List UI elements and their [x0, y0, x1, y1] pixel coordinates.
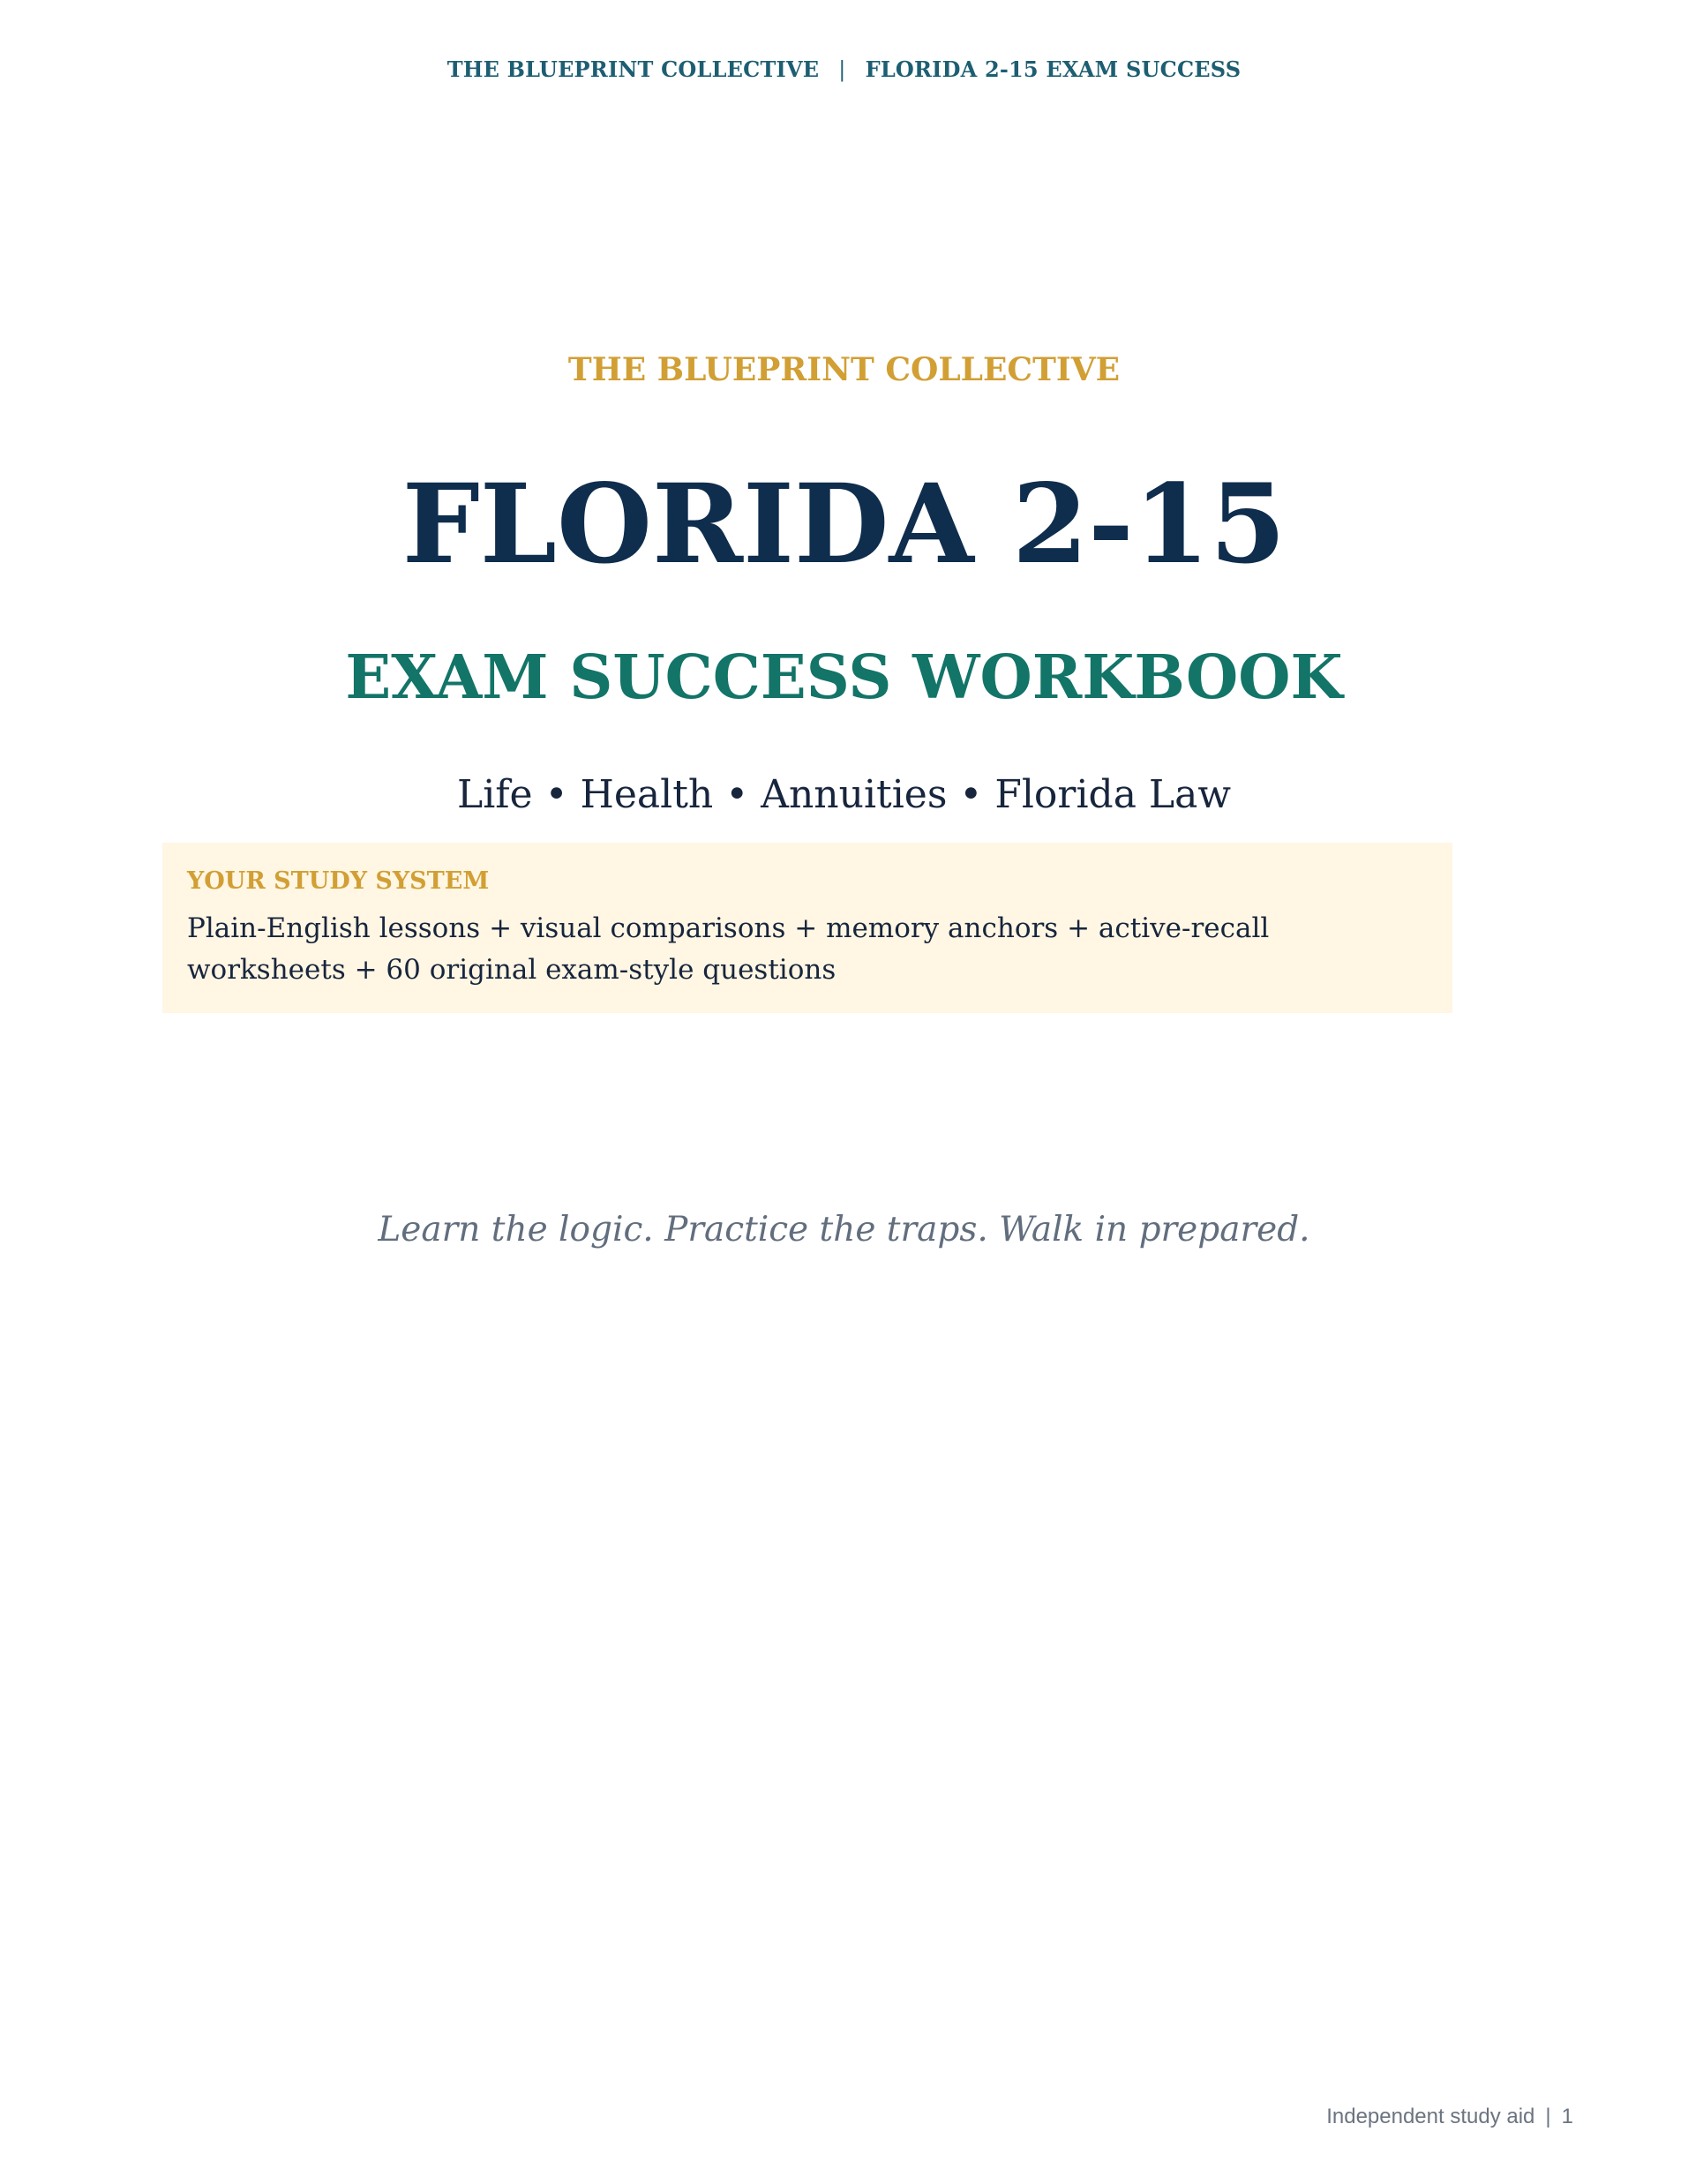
- page-subtitle: EXAM SUCCESS WORKBOOK: [345, 642, 1343, 713]
- page-title: FLORIDA 2-15: [401, 461, 1287, 589]
- footer-label: Independent study aid: [1326, 2105, 1535, 2128]
- tagline: Learn the logic. Practice the traps. Walk in prepared.: [378, 1210, 1310, 1250]
- running-header: [0, 56, 1688, 82]
- header-brand: THE BLUEPRINT COLLECTIVE: [446, 56, 820, 82]
- topics-line: Life • Health • Annuities • Florida Law: [456, 772, 1232, 817]
- footer-separator: |: [1545, 2105, 1551, 2128]
- header-separator: |: [838, 57, 846, 82]
- callout-text: Plain-English lessons + visual comparisons + memory anchors + active-recall worksheets + 60 original exam-style questions: [187, 912, 1270, 986]
- study-system-callout: [162, 843, 1452, 1013]
- page-number: 1: [1561, 2105, 1573, 2128]
- page-footer: [1326, 2104, 1573, 2130]
- callout-label: YOUR STUDY SYSTEM: [187, 867, 490, 895]
- cover-brand: THE BLUEPRINT COLLECTIVE: [567, 351, 1121, 388]
- header-exam-title: FLORIDA 2-15 EXAM SUCCESS: [865, 56, 1242, 82]
